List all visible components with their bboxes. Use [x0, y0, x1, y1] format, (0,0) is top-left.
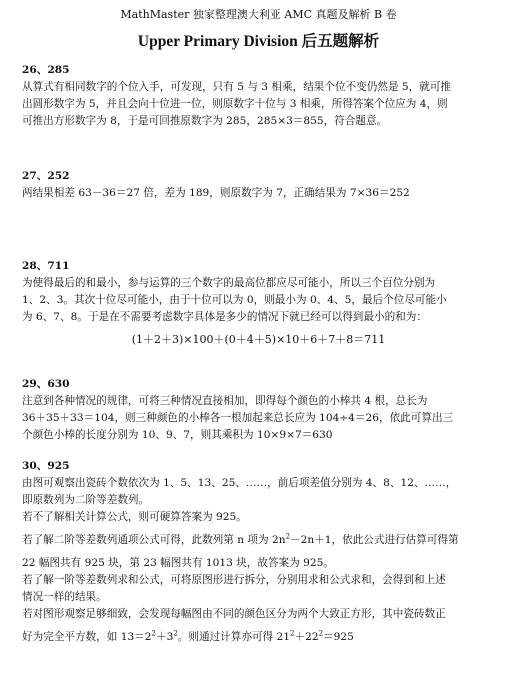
answer-27-number: 27、252 [22, 170, 70, 182]
answer-30-number: 30、925 [22, 460, 70, 472]
answer-28-line-1: 为使得最后的和最小，参与运算的三个数字的最高位都应尽可能小，所以三个百位分别为 [22, 277, 436, 289]
answer-29-line-2: 36＋35＋33＝104，则三种颜色的小棒各一根加起来总长应为 104÷4＝26，依此可算出三 [22, 412, 454, 424]
answer-30-line-4 [22, 532, 495, 549]
answer-30-line-5: 22 幅图共有 925 块，第 23 幅图共有 1013 块，故答案为 925。 [22, 557, 334, 569]
exponent: 2 [173, 629, 178, 638]
answer-30-line-3: 若不了解相关计算公式，则可硬算答案为 925。 [22, 511, 247, 523]
answer-28-formula: (1＋2＋3)×100＋(0＋4＋5)×10＋6＋7＋8＝711 [131, 333, 386, 346]
answer-28-line-3: 为 6、7、8。于是在不需要考虑数字具体是多少的情况下就已经可以得到最小的和为： [22, 311, 427, 323]
page-title: Upper Primary Division 后五题解析 [137, 33, 380, 50]
answer-28 [22, 258, 495, 350]
page-header: MathMaster 独家整理澳大利亚 AMC 真题及解析 B 卷 [120, 8, 397, 21]
answer-30-line-9-part-a: 好为完全平方数，如 13＝2 [22, 631, 152, 643]
answer-29-number: 29、630 [22, 378, 70, 390]
answer-29-line-3: 个颜色小棒的长度分别为 10、9、7，则其乘积为 10×9×7＝630 [22, 429, 333, 441]
answer-30-line-9-part-b: ＋3 [156, 631, 174, 643]
exponent: 2 [285, 532, 291, 541]
answer-30-line-2: 即原数列为二阶等差数列。 [22, 494, 150, 506]
answer-28-number: 28、711 [22, 260, 70, 272]
answer-30-line-1: 由图可观察出瓷砖个数依次为 1、5、13、25、……，前后项差值分别为 4、8、12、……， [22, 477, 457, 489]
exponent: 2 [151, 629, 156, 638]
answer-30-line-6: 若了解一阶等差数列求和公式，可将原图形进行拆分，分别用求和公式求和，会得到和上述 [22, 574, 446, 586]
exponent: 2 [318, 629, 324, 638]
answer-30 [22, 458, 495, 646]
exponent: 2 [290, 629, 295, 638]
answer-30-line-9 [22, 629, 495, 646]
answer-26-number: 26、285 [22, 64, 70, 76]
answer-26-line-2: 出圆形数字为 5，并且会向十位进一位，则原数字十位与 3 相乘，所得答案个位应为 4，则 [22, 98, 448, 110]
answer-27-line-1: 两结果相差 63－36＝27 倍，差为 189，则原数字为 7，正确结果为 7×36＝252 [22, 187, 410, 199]
answer-30-line-7: 情况一样的结果。 [22, 591, 107, 603]
answer-29-line-1: 注意到各种情况的规律，可将三种情况直接相加，即得每个颜色的小棒共 4 根，总长为 [22, 395, 428, 407]
answer-30-line-4-part-b: －2n＋1，依此公式进行估算可得第 [290, 534, 459, 546]
answer-29 [22, 376, 495, 444]
answer-26-line-1: 从算式有相同数字的个位入手，可发现，只有 5 与 3 相乘，结果个位不变仍然是 5，就可推 [22, 81, 452, 93]
answer-30-line-4-part-a: 若了解二阶等差数列通项公式可得，此数列第 n 项为 2n [22, 534, 286, 546]
answer-30-line-9-part-c: 。则通过计算亦可得 21 [177, 631, 291, 643]
answer-26 [22, 62, 495, 130]
answer-30-line-8: 若对图形观察足够细致，会发现每幅图由不同的颜色区分为两个大致正方形，其中瓷砖数正 [22, 608, 446, 620]
answer-30-line-9-part-e: ＝925 [323, 631, 354, 643]
answer-27 [22, 168, 495, 202]
answer-28-line-2: 1、2、3。其次十位尽可能小，由于十位可以为 0，则最小为 0、4、5，最后个位尽可能小 [22, 294, 447, 306]
answer-30-line-9-part-d: ＋22 [294, 631, 319, 643]
answer-26-line-3: 可推出方形数字为 8，于是可回推原数字为 285，285×3＝855，符合题意。 [22, 115, 388, 127]
